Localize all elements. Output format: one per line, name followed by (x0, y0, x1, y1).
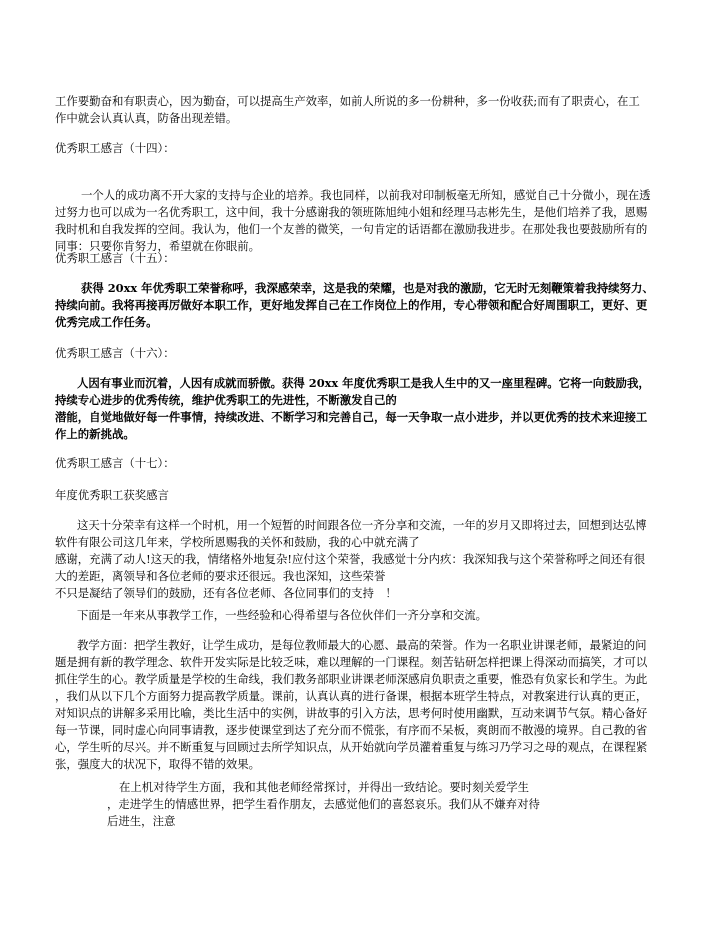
text-line: 大的差距，离领导和各位老师的要求还很远。我也深知，这些荣誉 (55, 569, 386, 583)
text-line: 作中就会认真认真，防备出现差错。 (55, 111, 238, 125)
text-line: 工作要勤奋和有职责心，因为勤奋，可以提高生产效率，如前人所说的多一份耕种，多一份收获;而有了职责心，在工 (55, 94, 640, 108)
text-line: 一个人的成功离不开大家的支持与企业的培养。我也同样，以前我对印制板毫无所知，感觉自己十分微小，现在透 (81, 188, 651, 202)
heading-17: 优秀职工感言（十七）： (55, 456, 175, 470)
text-line: 作上的新挑战。 (55, 427, 135, 441)
text-line: 张，强度大的状况下，取得不错的效果。 (55, 757, 261, 771)
text-line: 软件有限公司这几年来，学校所恩赐我的关怀和鼓励，我的心中就充满了 (55, 535, 420, 549)
paragraph-17 (55, 517, 667, 602)
text-line: 题是拥有新的教学理念、软件开发实际是比较乏味，难以理解的一门课程。刻苦钻研怎样把课上得深动而搞笑，才可以 (55, 655, 648, 669)
heading-16: 优秀职工感言（十六）： (55, 346, 175, 360)
share-paragraph: 下面是一年来从事教学工作，一些经验和心得希望与各位伙伴们一齐分享和交流。 (77, 608, 488, 622)
text-line: 在上机对待学生方面，我和其他老师经常探讨，并得出一致结论。要时刻关爱学生 (119, 780, 530, 794)
text-line: 这天十分荣幸有这样一个时机，用一个短暂的时间跟各位一齐分享和交流，一年的岁月又即将过去，回想到达弘博 (77, 518, 647, 532)
intro-paragraph (55, 93, 667, 127)
text-line: 潜能，自觉地做好每一件事情，持续改进、不断学习和完善自己，每一天争取一点小进步，并以更优秀的技术来迎接工 (55, 410, 648, 424)
text-line: ，我们从以下几个方面努力提高教学质量。课前，认真认真的进行备课，根据本班学生特点，对教案进行认真的更正， (55, 689, 648, 703)
text-line: 过努力也可以成为一名优秀职工，这中间，我十分感谢我的领班陈旭纯小姐和经理马志彬先生，是他们培养了我，恩赐 (55, 205, 648, 219)
text-line: 感谢，充满了动人!这天的我，情绪格外地复杂!应付这个荣誉，我感觉十分内疚：我深知我与这个荣誉称呼之间还有很 (55, 552, 646, 566)
text-line: 心，学生听的尽兴。并不断重复与回顾过去所学知识点，从开始就向学员灌着重复与练习乃学习之母的观点，在课程紧 (55, 740, 648, 754)
text-line: 每一节课，同时虚心向同事请教，逐步使课堂到达了充分而不慌张，有序而不呆板，爽朗而不散漫的境界。自己教的省 (55, 723, 648, 737)
text-line: 抓住学生的心。教学质量是学校的生命线，我们教务部职业讲课老师深感肩负职责之重要，惟恐有负家长和学生。为此 (55, 672, 648, 686)
heading-14: 优秀职工感言（十四）： (55, 141, 175, 155)
heading-annual-award: 年度优秀职工获奖感言 (55, 488, 169, 502)
heading-15: 优秀职工感言（十五）： (55, 251, 175, 265)
text-line: 对知识点的讲解多采用比喻，类比生活中的实例，讲故事的引入方法，思考何时使用幽默，互动来调节气氛。精心备好 (55, 706, 648, 720)
text-line: ，走进学生的情感世界，把学生看作朋友，去感觉他们的喜怒哀乐。我们从不嫌弃对待 (107, 797, 540, 811)
paragraph-16 (55, 375, 667, 443)
text-line: 后进生，注意 (107, 814, 176, 828)
text-line: 不只是凝结了领导们的鼓励，还有各位老师、各位同事们的支持 ！ (55, 586, 397, 600)
teaching-paragraph (55, 637, 667, 773)
text-line: 优秀完成工作任务。 (55, 315, 158, 329)
text-line: 同事：只要你肯努力，希望就在你眼前。 (55, 239, 261, 253)
text-line: 我时机和自我发挥的空间。我认为，他们一个友善的微笑，一句肯定的话语都在激励我进步。在那处我也要鼓励所有的 (55, 222, 648, 236)
paragraph-15 (55, 280, 667, 331)
text-line: 持续向前。我将再接再厉做好本职工作，更好地发挥自己在工作岗位上的作用，专心带领和配合好周围职工，更好、更 (55, 298, 648, 312)
text-line: 持续专心进步的优秀传统，维护优秀职工的先进性，不断激发自己的 (55, 393, 397, 407)
text-line: 人因有事业而沉着，人因有成就而骄傲。获得 20xx 年度优秀职工是我人生中的又一座里程碑。它将一向鼓励我， (77, 376, 650, 390)
text-line: 获得 20xx 年优秀职工荣誉称呼，我深感荣幸，这是我的荣耀，也是对我的激励，它无时无刻鞭策着我持续努力、 (81, 281, 654, 295)
text-line: 教学方面：把学生教好，让学生成功，是每位教师最大的心愿、最高的荣誉。作为一名职业讲课老师，最紧迫的问 (77, 638, 647, 652)
paragraph-14 (55, 187, 667, 255)
last-paragraph (107, 779, 577, 830)
